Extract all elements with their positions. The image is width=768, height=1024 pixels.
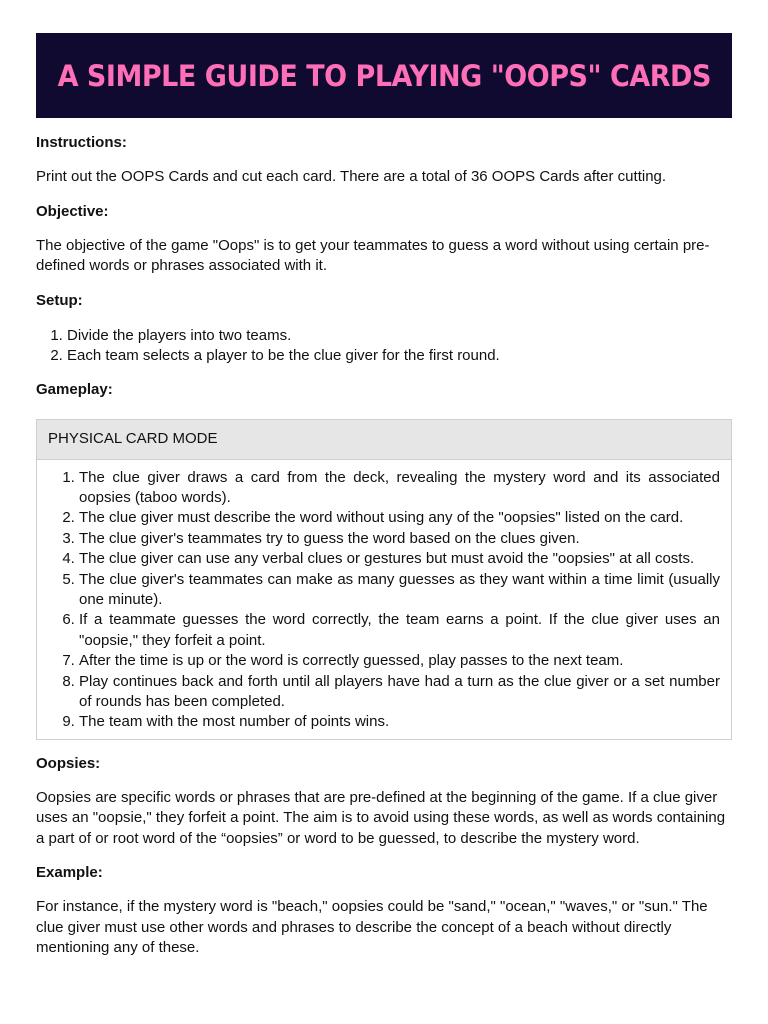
objective-heading: Objective:	[36, 202, 109, 220]
instructions-heading: Instructions:	[36, 134, 127, 151]
list-item: 6. If a teammate guesses the word correctly, the team earns a point. If the clue giver uses an "oopsie," they forfeit a point.	[79, 610, 720, 651]
document-body	[36, 130, 732, 959]
title-banner	[36, 33, 732, 118]
list-item: 4. The clue giver can use any verbal clues or gestures but must avoid the "oopsies" at all costs.	[79, 549, 720, 569]
objective-text: The objective of the game "Oops" is to get your teammates to guess a word without using certain pre-defined words or phrases associated with it.	[36, 236, 710, 274]
list-item: 2. Each team selects a player to be the clue giver for the first round.	[67, 346, 732, 366]
list-item: 7. After the time is up or the word is correctly guessed, play passes to the next team.	[79, 651, 720, 671]
list-item: 1. The clue giver draws a card from the deck, revealing the mystery word and its associated oopsies (taboo words).	[79, 468, 720, 509]
list-item: 5. The clue giver's teammates can make as many guesses as they want within a time limit (usually one minute).	[79, 570, 720, 611]
page-title: A SIMPLE GUIDE TO PLAYING "OOPS" CARDS	[57, 58, 711, 93]
gameplay-card-box	[36, 419, 732, 740]
list-item: 9. The team with the most number of points wins.	[79, 712, 720, 732]
mode-title: PHYSICAL CARD MODE	[37, 420, 731, 460]
example-heading: Example:	[36, 864, 103, 882]
oopsies-heading: Oopsies:	[36, 754, 101, 772]
setup-list	[36, 326, 732, 366]
oopsies-text: Oopsies are specific words or phrases that are pre-defined at the beginning of the game. If a clue giver uses an "oopsie," they forfeit a point. The aim is to avoid using these words, as well as words containing a part of or root word of the “oopsies” or word to be guessed, to describe the mystery word.	[36, 788, 726, 847]
list-item: 3. The clue giver's teammates try to guess the word based on the clues given.	[79, 529, 720, 549]
list-item: 1. Divide the players into two teams.	[67, 326, 732, 346]
list-item: 2. The clue giver must describe the word without using any of the "oopsies" listed on the card.	[79, 508, 720, 528]
example-text: For instance, if the mystery word is "beach," oopsies could be "sand," "ocean," "waves," or "sun." The clue giver must use other words and phrases to describe the concept of a beach without directly mentioning any of these.	[36, 898, 708, 957]
rules-list	[37, 460, 731, 739]
instructions-text: Print out the OOPS Cards and cut each card. There are a total of 36 OOPS Cards after cutting.	[36, 168, 667, 185]
list-item: 8. Play continues back and forth until all players have had a turn as the clue giver or a set number of rounds has been completed.	[79, 672, 720, 713]
gameplay-heading: Gameplay:	[36, 380, 113, 398]
setup-heading: Setup:	[36, 291, 83, 309]
